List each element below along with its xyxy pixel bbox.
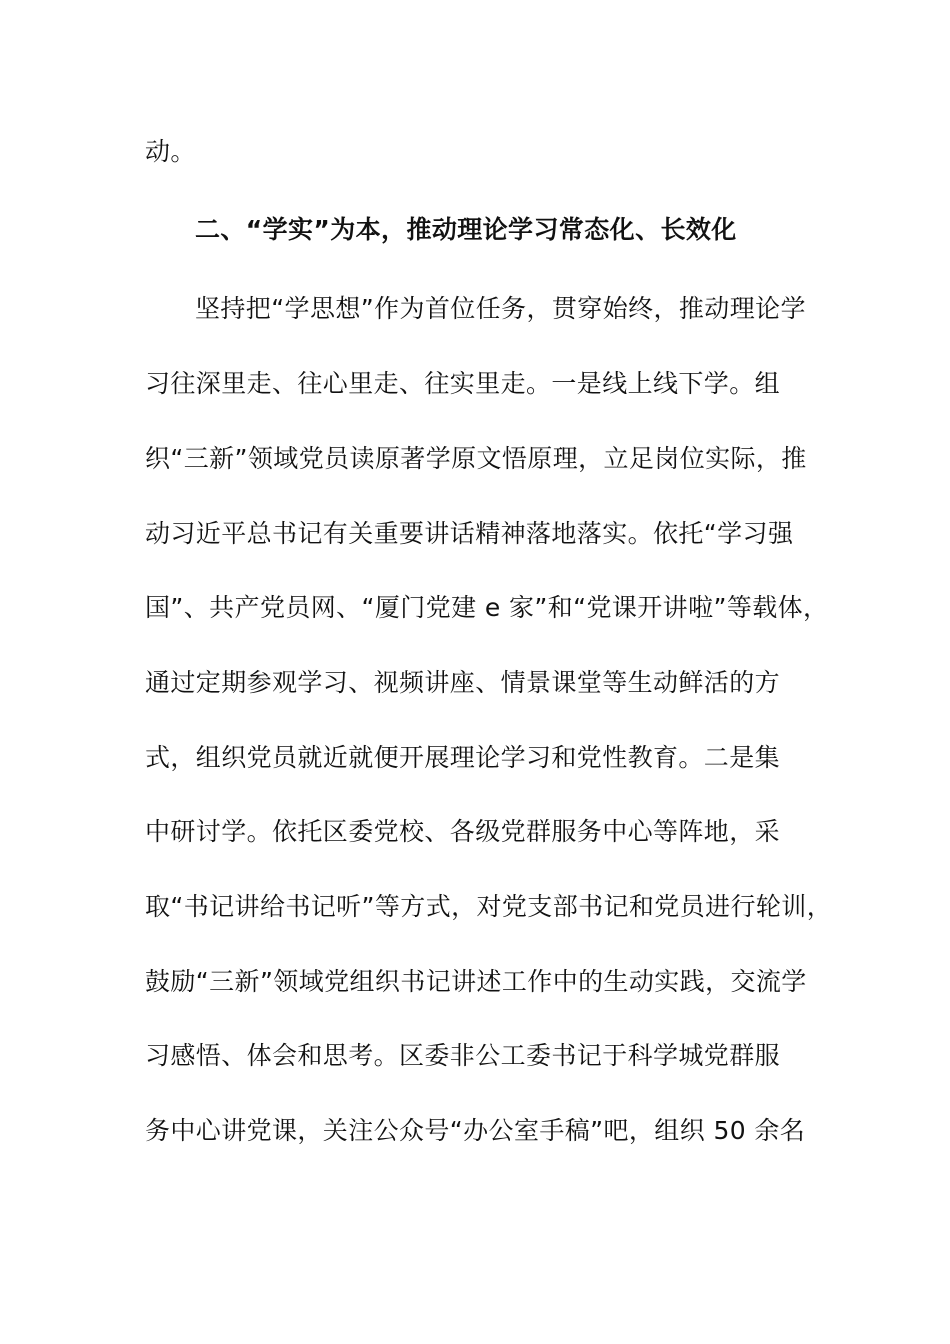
paragraph-line: 中研讨学。依托区委党校、各级党群服务中心等阵地，采 [145,817,781,846]
paragraph-line: 鼓励“三新”领域党组织书记讲述工作中的生动实践，交流学 [145,967,807,996]
section-heading: 二、“学实”为本，推动理论学习常态化、长效化 [195,215,737,244]
paragraph-line: 通过定期参观学习、视频讲座、情景课堂等生动鲜活的方 [145,668,781,697]
paragraph-line: 取“书记讲给书记听”等方式，对党支部书记和党员进行轮训， [145,892,833,921]
paragraph-line: 式，组织党员就近就便开展理论学习和党性教育。二是集 [145,743,781,772]
paragraph-line: 习感悟、体会和思考。区委非公工委书记于科学城党群服 [145,1041,781,1070]
paragraph-line: 坚持把“学思想”作为首位任务，贯穿始终，推动理论学 [195,294,806,323]
continuation-text: 动。 [145,137,196,166]
paragraph-line: 务中心讲党课，关注公众号“办公室手稿”吧，组织 50 余名 [145,1116,806,1145]
paragraph-line: 织“三新”领域党员读原著学原文悟原理，立足岗位实际，推 [145,444,807,473]
paragraph-line: 习往深里走、往心里走、往实里走。一是线上线下学。组 [145,369,781,398]
paragraph-line: 动习近平总书记有关重要讲话精神落地落实。依托“学习强 [145,519,794,548]
paragraph-line: 国”、共产党员网、“厦门党建 e 家”和“党课开讲啦”等载体， [145,593,829,622]
